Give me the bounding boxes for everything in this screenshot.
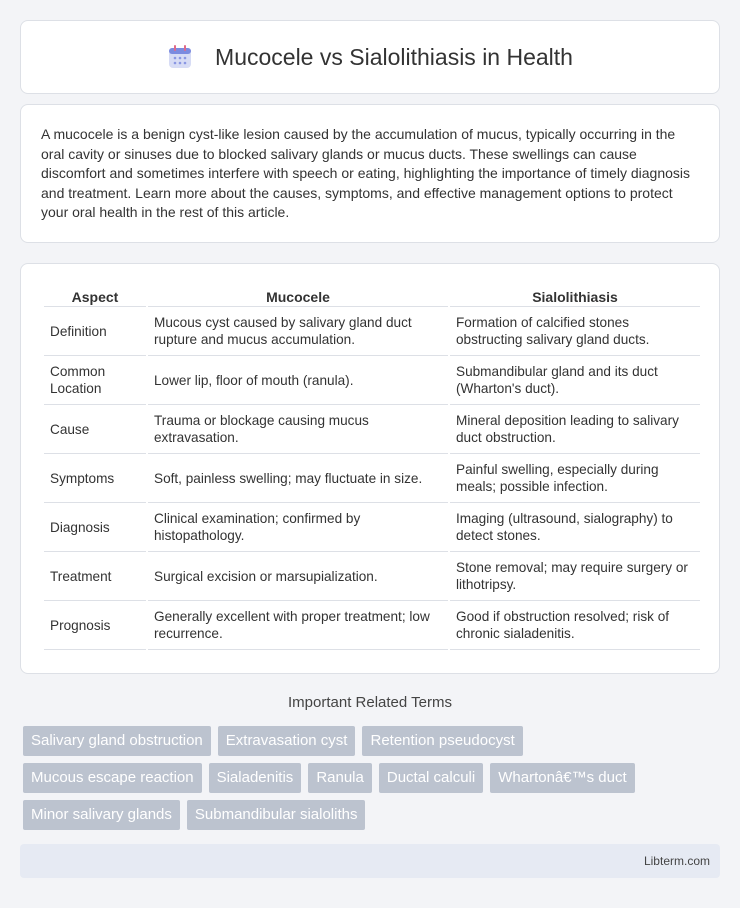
table-cell: Generally excellent with proper treatment; low recurrence. [148, 601, 448, 650]
table-row [44, 552, 700, 601]
comparison-table [42, 286, 702, 650]
table-cell: Painful swelling, especially during meals; possible infection. [450, 454, 700, 503]
table-cell: Formation of calcified stones obstructing salivary gland ducts. [450, 307, 700, 356]
table-cell: Definition [44, 307, 146, 356]
intro-card [20, 104, 720, 243]
related-term-tag[interactable]: Whartonâ€™s duct [490, 763, 634, 793]
related-terms-list [23, 726, 723, 837]
table-cell: Imaging (ultrasound, sialography) to detect stones. [450, 503, 700, 552]
related-term-tag[interactable]: Extravasation cyst [218, 726, 356, 756]
calendar-icon [167, 44, 193, 70]
related-term-tag[interactable]: Submandibular sialoliths [187, 800, 366, 830]
intro-text: A mucocele is a benign cyst-like lesion caused by the accumulation of mucus, typically occurring in the oral cavity or sinuses due to blocked salivary glands or mucus ducts. These swellings can cause discomfort and sometimes interfere with speech or eating, highlighting the importance of timely diagnosis and treatment. Learn more about the causes, symptoms, and effective management options to protect your oral health in the rest of this article. [41, 126, 690, 221]
related-term-tag[interactable]: Sialadenitis [209, 763, 302, 793]
table-cell: Good if obstruction resolved; risk of chronic sialadenitis. [450, 601, 700, 650]
table-cell: Treatment [44, 552, 146, 601]
comparison-table-card [20, 263, 720, 674]
table-cell: Mucous cyst caused by salivary gland duct rupture and mucus accumulation. [148, 307, 448, 356]
tag-row [23, 800, 723, 830]
table-cell: Surgical excision or marsupialization. [148, 552, 448, 601]
table-cell: Submandibular gland and its duct (Wharton's duct). [450, 356, 700, 405]
header-card [20, 20, 720, 94]
footer [20, 844, 720, 878]
table-cell: Stone removal; may require surgery or lithotripsy. [450, 552, 700, 601]
table-cell: Clinical examination; confirmed by histopathology. [148, 503, 448, 552]
table-row [44, 503, 700, 552]
table-cell: Diagnosis [44, 503, 146, 552]
related-term-tag[interactable]: Mucous escape reaction [23, 763, 202, 793]
table-row [44, 356, 700, 405]
table-cell: Cause [44, 405, 146, 454]
table-row [44, 601, 700, 650]
table-cell: Lower lip, floor of mouth (ranula). [148, 356, 448, 405]
page-title: Mucocele vs Sialolithiasis in Health [215, 43, 573, 70]
table-cell: Mineral deposition leading to salivary duct obstruction. [450, 405, 700, 454]
related-term-tag[interactable]: Ductal calculi [379, 763, 483, 793]
table-cell: Symptoms [44, 454, 146, 503]
table-row [44, 454, 700, 503]
tag-row [23, 726, 723, 756]
table-cell: Prognosis [44, 601, 146, 650]
table-cell: Common Location [44, 356, 146, 405]
column-header: Mucocele [148, 286, 448, 307]
related-term-tag[interactable]: Minor salivary glands [23, 800, 180, 830]
table-cell: Trauma or blockage causing mucus extravasation. [148, 405, 448, 454]
table-row [44, 307, 700, 356]
footer-site-link[interactable]: Libterm.com [643, 854, 710, 868]
related-term-tag[interactable]: Retention pseudocyst [362, 726, 522, 756]
tag-row [23, 763, 723, 793]
table-row [44, 405, 700, 454]
table-header-row [44, 286, 700, 307]
related-term-tag[interactable]: Ranula [308, 763, 372, 793]
related-terms-title: Important Related Terms [288, 694, 452, 711]
table-cell: Soft, painless swelling; may fluctuate in size. [148, 454, 448, 503]
related-term-tag[interactable]: Salivary gland obstruction [23, 726, 211, 756]
column-header: Sialolithiasis [450, 286, 700, 307]
column-header: Aspect [44, 286, 146, 307]
